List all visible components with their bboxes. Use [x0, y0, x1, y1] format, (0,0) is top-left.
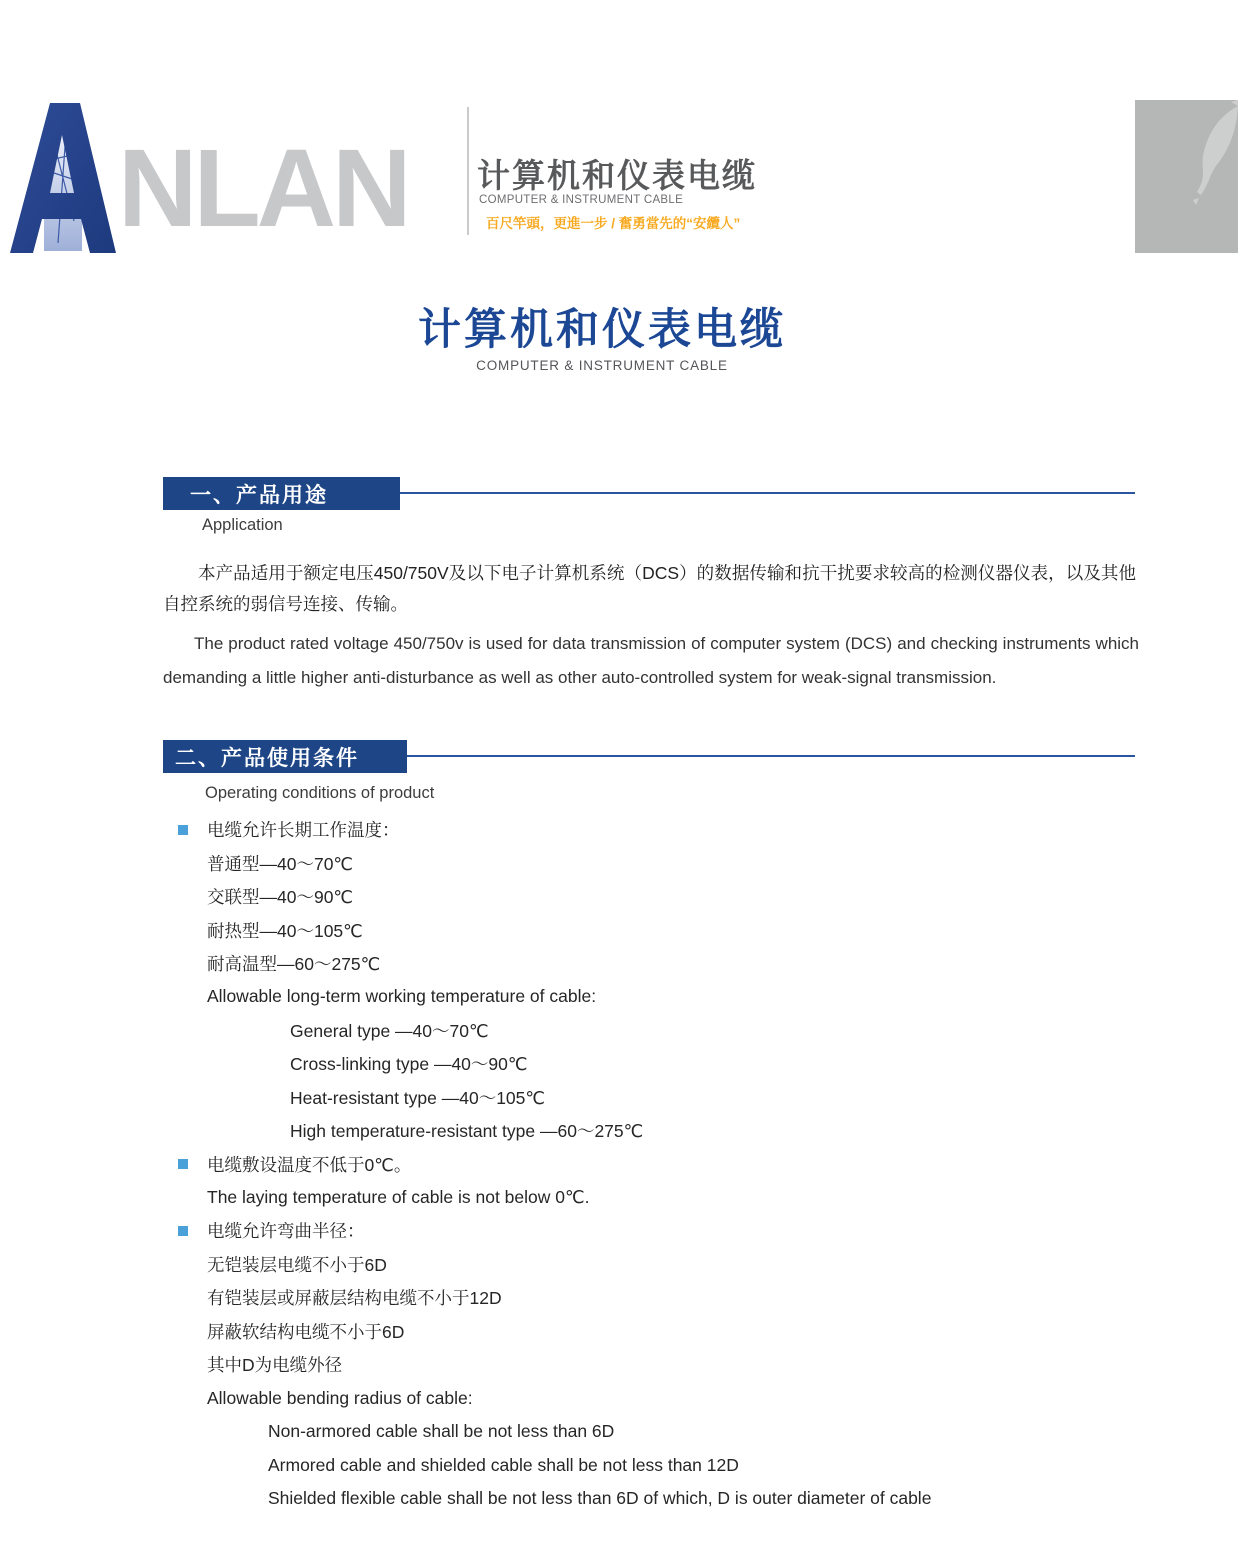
- section1-rule: [400, 492, 1135, 494]
- laying-en-line: The laying temperature of cable is not below 0℃.: [207, 1187, 590, 1208]
- bending-en-intro: Allowable bending radius of cable:: [207, 1387, 473, 1408]
- list-item: [163, 913, 1163, 946]
- list-item: [163, 1482, 1163, 1515]
- header-divider: [467, 107, 469, 235]
- list-item: [163, 1381, 1163, 1414]
- bending-cn-line: 有铠装层或屏蔽层结构电缆不小于12D: [207, 1288, 502, 1309]
- list-item: [163, 1315, 1163, 1348]
- page-title-cn: 计算机和仪表电缆: [418, 306, 786, 354]
- section1-heading-bar: 一、产品用途: [163, 477, 400, 510]
- list-item: [163, 1448, 1163, 1481]
- page-title-en: COMPUTER & INSTRUMENT CABLE: [476, 358, 728, 373]
- header-product-title-cn: 计算机和仪表电缆: [477, 157, 757, 194]
- bending-en-line: Non-armored cable shall be not less than 6D: [268, 1421, 615, 1442]
- bending-title: 电缆允许弯曲半径：: [207, 1221, 365, 1242]
- list-item: [163, 1014, 1163, 1047]
- list-item: [163, 846, 1163, 879]
- application-paragraph-cn: 本产品适用于额定电压450/750V及以下电子计算机系统（DCS）的数据传输和抗干扰要求较高的检测仪器仪表，以及其他自控系统的弱信号连接、传输。: [163, 563, 1136, 614]
- temp-cn-line: 耐热型—40～105℃: [207, 920, 363, 941]
- section2-subheading: Operating conditions of product: [205, 784, 435, 802]
- bending-cn-line: 无铠装层电缆不小于6D: [207, 1254, 387, 1275]
- temp-cn-line: 耐高温型—60～275℃: [207, 953, 381, 974]
- section1-subheading: Application: [202, 516, 283, 534]
- list-item: [163, 1248, 1163, 1281]
- list-item: [163, 980, 1163, 1013]
- leaf-icon: [1135, 100, 1238, 253]
- temp-en-intro: Allowable long-term working temperature of cable:: [207, 986, 597, 1007]
- list-item: [163, 1147, 1163, 1180]
- list-item: [163, 1047, 1163, 1080]
- header-product-title-en: COMPUTER & INSTRUMENT CABLE: [479, 194, 684, 206]
- temp-title: 电缆允许长期工作温度：: [207, 820, 400, 841]
- laying-title: 电缆敷设温度不低于0℃。: [207, 1154, 412, 1175]
- corner-decoration: [1135, 100, 1238, 253]
- list-item: [163, 1348, 1163, 1381]
- list-item: [163, 947, 1163, 980]
- conditions-list: [163, 813, 1163, 1515]
- bending-cn-line: 屏蔽软结构电缆不小于6D: [207, 1321, 405, 1342]
- anlan-logo-a-icon: [8, 103, 118, 253]
- bending-en-line: Shielded flexible cable shall be not less than 6D of which, D is outer diameter of cable: [268, 1487, 932, 1508]
- bending-en-line: Armored cable and shielded cable shall be not less than 12D: [268, 1454, 739, 1475]
- list-item: [163, 1181, 1163, 1214]
- list-item: [163, 1214, 1163, 1247]
- bending-cn-line: 其中D为电缆外径: [207, 1355, 343, 1376]
- section2-heading-bar: 二、产品使用条件: [163, 740, 407, 773]
- bullet-square-icon: [178, 1226, 188, 1236]
- list-item: [163, 1281, 1163, 1314]
- temp-en-line: Cross-linking type —40～90℃: [290, 1054, 528, 1075]
- application-paragraph-en: The product rated voltage 450/750v is used for data transmission of computer system (DCS) and checking instruments which demanding a little higher anti-disturbance as well as other auto-controlled system for weak-signal transmission.: [163, 634, 1139, 687]
- temp-cn-line: 普通型—40～70℃: [207, 853, 354, 874]
- anlan-logo-text: NLAN: [118, 127, 408, 250]
- bullet-square-icon: [178, 825, 188, 835]
- list-item: [163, 813, 1163, 846]
- list-item: [163, 1415, 1163, 1448]
- section2-rule: [407, 755, 1135, 757]
- bullet-square-icon: [178, 1159, 188, 1169]
- list-item: [163, 1114, 1163, 1147]
- list-item: [163, 1081, 1163, 1114]
- list-item: [163, 880, 1163, 913]
- header-slogan: 百尺竿頭，更進一步 / 奮勇當先的“安纜人”: [486, 216, 741, 231]
- temp-en-line: Heat-resistant type —40～105℃: [290, 1087, 546, 1108]
- temp-en-line: High temperature-resistant type —60～275℃: [290, 1121, 644, 1142]
- logo-a-svg: [8, 103, 118, 253]
- temp-en-line: General type —40～70℃: [290, 1020, 489, 1041]
- temp-cn-line: 交联型—40～90℃: [207, 887, 354, 908]
